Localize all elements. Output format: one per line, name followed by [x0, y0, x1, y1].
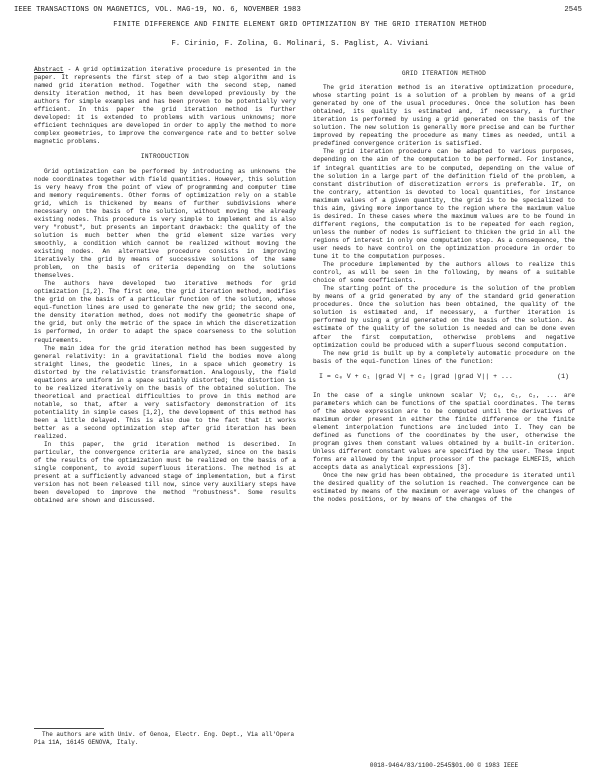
running-header [14, 6, 582, 18]
paper-title: FINITE DIFFERENCE AND FINITE ELEMENT GRID OPTIMIZATION BY THE GRID ITERATION METHOD [113, 21, 487, 29]
equation-body: I = c₀ V + c₁ |grad V| + c₂ |grad |grad V|| + ... [319, 372, 513, 380]
intro-paragraph: The authors have developed two iterative methods for grid optimization [1,2]. The first one, the grid iteration method, modifies the grid on the basis of a particular function of the solution, whose equi-function lines are used to generate the new grid; the second one, the density iteration method, does not modify the geometric shape of the grid, but only the metric of the space in which the discretization is performed, in order to adapt the space coarseness to the solution requirements. [34, 280, 296, 344]
method-paragraph: The grid iteration procedure can be adapted to various purposes, depending on the aim of the computation to be performed. For instance, if integral quantities are to be computed, depending on the value of the solution in a large part of the definition field of the problem, a constant distribution of discretization errors is preferable. If, on the contrary, attention is devoted to local quantities, for instance maximum values of a given quantity, the grid is to be specialized to this aim, giving more importance to the region where the maximum value is desired. In these cases where the maximum values are to be found in different regions, the computation is to be repeated for each region, unless the number of nodes is sufficient to thicken the grid in all the regions of interest in only one computation step. As a consequence, the user needs to have control on the optimization procedure in order to tune it to the computation purposes. [313, 148, 575, 261]
abstract-label: Abstract [34, 66, 64, 73]
equation-number: (1) [557, 372, 569, 380]
author-list: F. Cirinio, F. Zolina, G. Molinari, S. Paglist, A. Viviani [171, 40, 429, 48]
method-paragraph: The grid iteration method is an iterative optimization procedure, whose starting point is a solution of a problem by means of a grid generated by one of the usual procedures. Once the solution has been obtained, its quality is estimated and, if necessary, a further iteration is performed by using a grid generated on the basis of the solution. The new solution is generally more precise and can be further improved by repeating the procedure as many times as needed, until a predefined convergence criterion is satisfied. [313, 84, 575, 148]
right-column [313, 70, 575, 504]
method-paragraph: In the case of a single unknown scalar V; c₀, c₁, c₂, ... are parameters which can be functions of the spatial coordinates. The terms of the above expression are to be computed until the derivatives of maximum order present in either the finite difference or the finite element interpolation functions are included into I. They can be defined as functions of the coordinates by the user, otherwise the program gives them constant values obtained by a built-in criterion. Unless different constant values are specified by the user. These input forms are allowed by the input processor of the package ELMEFIS, which accepts data as analytical expressions [3]. [313, 391, 575, 472]
left-column [34, 66, 296, 505]
method-paragraph: The procedure implemented by the authors allows to realize this control, as will be seen in the following, by means of a suitable choice of some coefficients. [313, 261, 575, 285]
page-number: 2545 [564, 6, 582, 14]
footnote-rule [34, 728, 104, 729]
intro-paragraph: In this paper, the grid iteration method is described. In particular, the convergence criteria are analyzed, since on the basis of the results of the optimization must be realized on the basis of a single component, to avoid superfluous iterations. The method is at present at a sufficiently advanced stage of implementation, but a first version has not been released till now, since very auxiliary steps have been developed to improve the method "robustness". Some results obtained are shown and discussed. [34, 441, 296, 505]
copyright-line: 0018-9464/83/1100-2545$01.00 © 1983 IEEE [369, 762, 519, 769]
method-paragraph: The starting point of the procedure is the solution of the problem by means of a grid generated by any of the standard grid generation procedures. Once the solution has been obtained, the quality of the solution is estimated and, if necessary, a further iteration is performed by using a grid generated on the basis of the solution. As estimate of the quality of the solution is needed and can be done even after the first computation, otherwise problems and negative optimization could be produced with a superfluous second computation. [313, 285, 575, 349]
equation-1 [313, 373, 575, 383]
abstract-text: - A grid optimization iterative procedure is presented in the paper. It represents the first step of a two step algorithm and is named grid iteration method. Together with the second step, named density iteration method, it has been developed previously by the authors for simple examples and has been proven to be potentially very efficient. In this paper the grid iteration method is further developed: it is extended to problems with various unknowns; more efficient techniques are developed in order to apply the method to more complex geometries, to improve the convergence rate and to better solve magnetic problems. [34, 66, 296, 146]
grid-iteration-heading: GRID ITERATION METHOD [401, 70, 487, 77]
intro-paragraph: The main idea for the grid iteration method has been suggested by general relativity: in a gravitational field the bodies move along straight lines, the geodetic lines, in a space which geometry is distorted by the relativistic transformation. Analogously, the field equations are uniform in a space suitably distorted; the distortion is to be realized iteratively on the basis of the obtained solution. The theoretical and practical difficulties to prove in this method are notable, so that, after a very satisfactory demonstration of its potentiality in simple cases [1,2], the development of this method has been a little delayed. This is also due to the fact that it works better as a second optimization step after grid iteration has been realized. [34, 344, 296, 441]
introduction-heading: INTRODUCTION [140, 153, 190, 161]
method-paragraph: The new grid is built up by a completely automatic procedure on the basis of the equi-function lines of the function: [313, 349, 575, 365]
intro-paragraph: Grid optimization can be performed by introducing as unknowns the node coordinates together with field quantities. However, this solution is very heavy from the point of view of programming and computer time and memory requirements. Other forms of optimization rely on a stable grid, which is thickened by means of further subdivisions where necessary on the basis of the solution, without moving the already existing nodes. This procedure is very simple to implement and is also very "robust", but presents an important drawback: the quality of the solution is much better when the grid element size varies very smoothly, a condition which cannot be realized without moving the existing nodes. An alternative procedure consists in improving iteratively the grid by means of successive solutions of the same problem, on the basis of criteria depending on the solutions themselves. [34, 167, 296, 280]
journal-citation: IEEE TRANSACTIONS ON MAGNETICS, VOL. MAG-19, NO. 6, NOVEMBER 1983 [14, 6, 301, 14]
footnote-text: The authors are with Univ. of Genoa, Electr. Eng. Dept., Via all'Opera Pia 11A, 16145 GENOVA, Italy. [34, 731, 295, 746]
abstract [34, 66, 296, 146]
affiliation-footnote [34, 731, 296, 746]
method-paragraph: Once the new grid has been obtained, the procedure is iterated until the desired quality of the solution is reached. The convergence can be estimated by means of the maximum or average values of the changes of the nodes positions, or by means of the changes of the [313, 472, 575, 504]
